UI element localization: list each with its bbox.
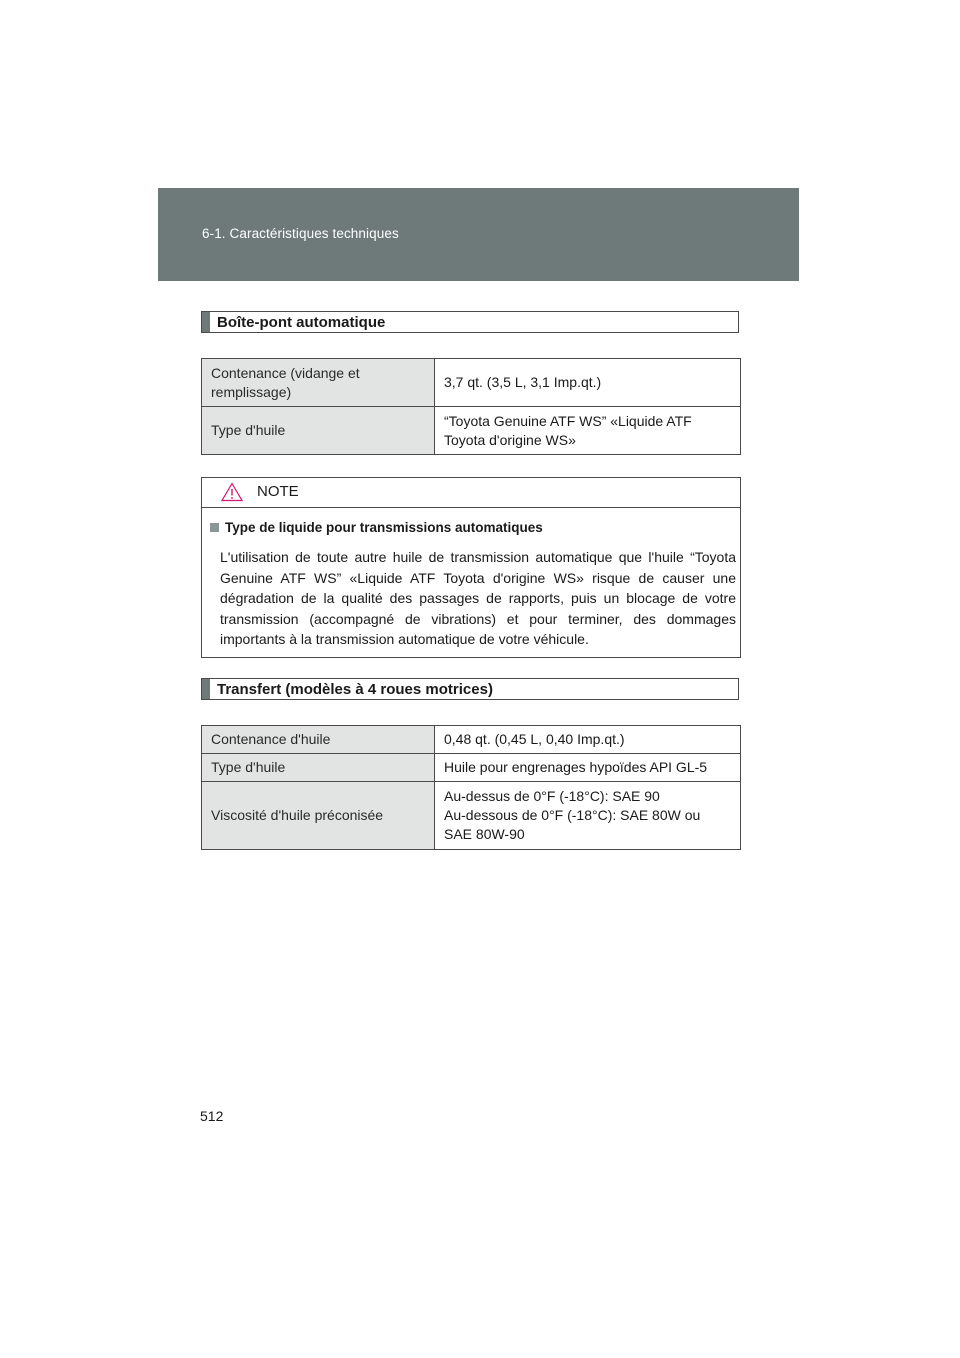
table-row — [202, 726, 741, 754]
table-value-cell: 0,48 qt. (0,45 L, 0,40 Imp.qt.) — [435, 726, 741, 754]
chapter-section-label: 6-1. Caractéristiques techniques — [202, 226, 399, 241]
spec-table-automatic-transaxle — [201, 358, 741, 455]
table-value-cell: “Toyota Genuine ATF WS” «Liquide ATF Toyota d'origine WS» — [435, 407, 741, 455]
table-value-cell: 3,7 qt. (3,5 L, 3,1 Imp.qt.) — [435, 359, 741, 407]
table-value-cell: Huile pour engrenages hypoïdes API GL-5 — [435, 754, 741, 782]
section-title-transfer — [201, 678, 739, 700]
bullet-square-icon — [210, 523, 219, 532]
section-title-text: Transfert (modèles à 4 roues motrices) — [217, 681, 493, 698]
note-label: NOTE — [257, 483, 299, 500]
table-row — [202, 407, 741, 455]
section-title-bar — [202, 679, 210, 699]
table-label-cell: Contenance d'huile — [202, 726, 435, 754]
table-value-line: Au-dessous de 0°F (-18°C): SAE 80W ou SAE 80W-90 — [444, 807, 701, 842]
spec-table-transfer — [201, 725, 741, 850]
table-row — [202, 754, 741, 782]
note-box — [201, 477, 741, 658]
table-label-cell: Viscosité d'huile préconisée — [202, 782, 435, 850]
section-title-bar — [202, 312, 210, 332]
note-subtitle — [210, 520, 543, 535]
table-label-cell: Contenance (vidange et remplissage) — [202, 359, 435, 407]
note-body-text: L'utilisation de toute autre huile de transmission automatique que l'huile “Toyota Genuine ATF WS” «Liquide ATF Toyota d'origine WS» risque de causer une dégradation de la qualité des passages de rapports, puis un blocage de votre transmission (accompagné de vibrations) et pour terminer, des dommages importants à la transmission automatique de votre véhicule. — [220, 549, 736, 647]
note-header — [202, 478, 740, 508]
table-label-cell: Type d'huile — [202, 754, 435, 782]
section-title-text: Boîte-pont automatique — [217, 314, 386, 331]
page-number: 512 — [200, 1108, 224, 1124]
chapter-header-band — [158, 188, 799, 281]
note-subtitle-text: Type de liquide pour transmissions automatiques — [225, 520, 543, 535]
table-row — [202, 359, 741, 407]
section-title-automatic-transaxle — [201, 311, 739, 333]
table-row — [202, 782, 741, 850]
warning-triangle-icon — [221, 482, 243, 502]
table-value-line: Au-dessus de 0°F (-18°C): SAE 90 — [444, 788, 660, 804]
table-label-cell: Type d'huile — [202, 407, 435, 455]
table-value-cell — [435, 782, 741, 850]
